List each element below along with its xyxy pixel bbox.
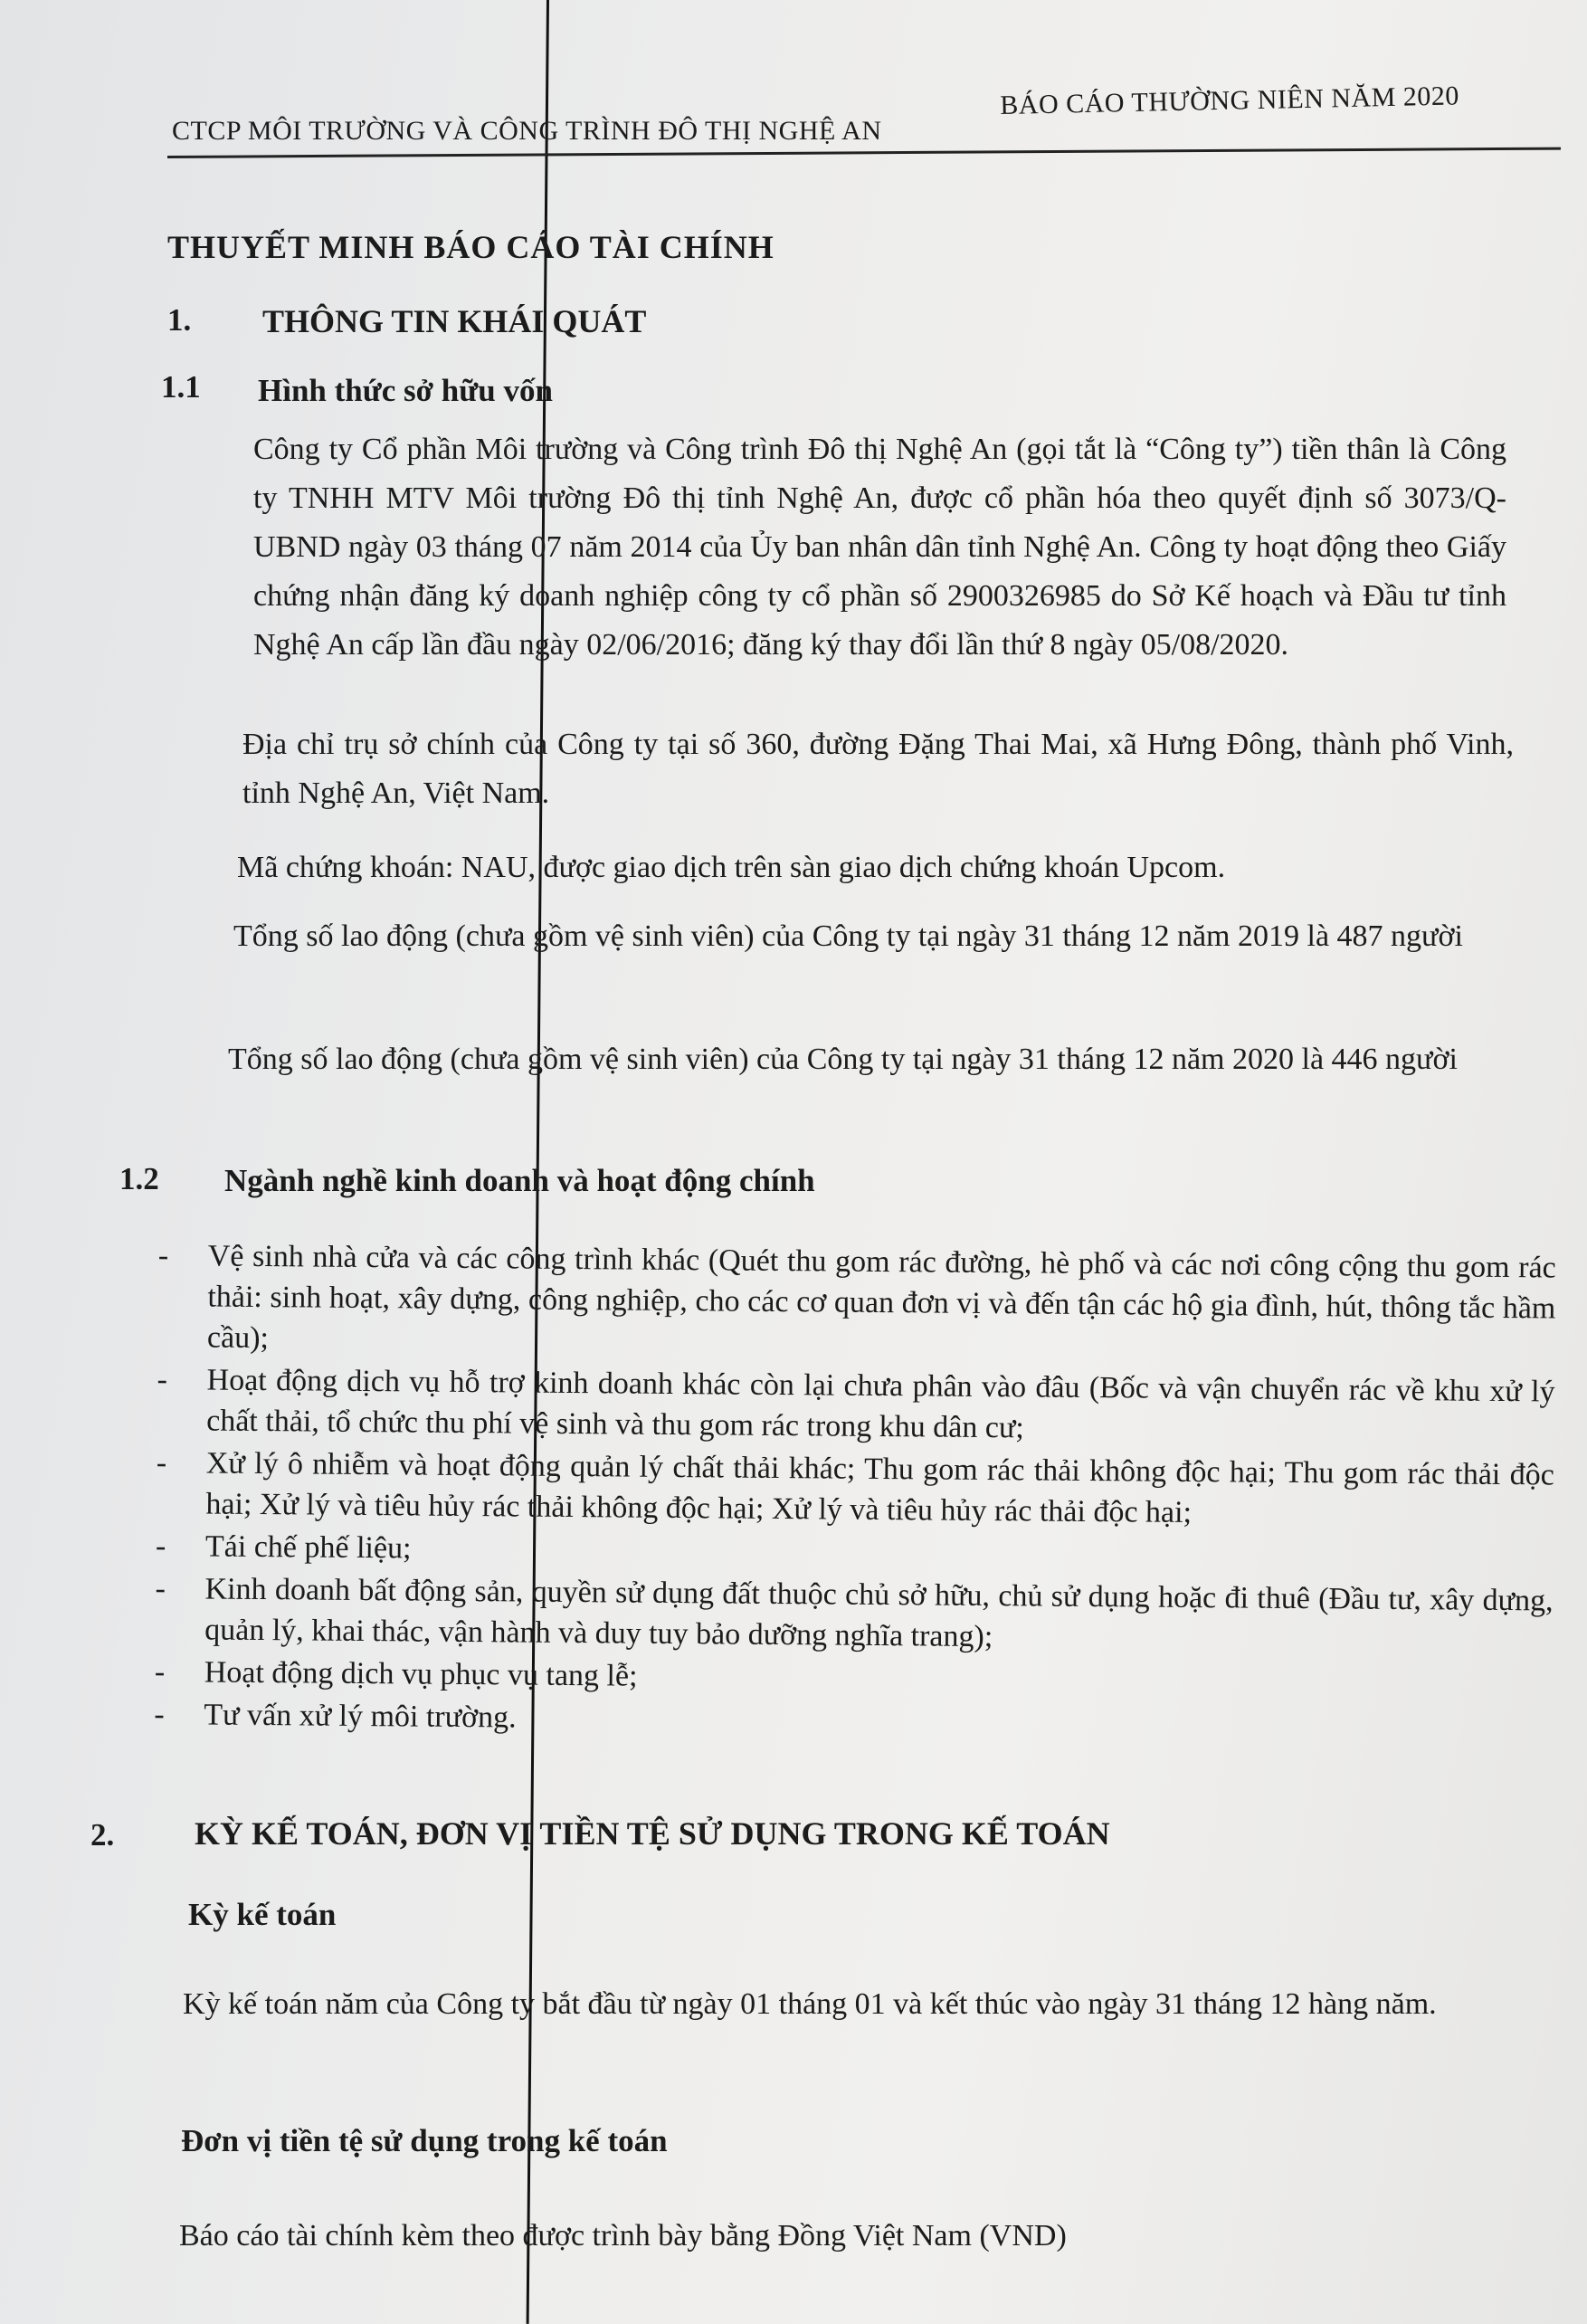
header-company: CTCP MÔI TRƯỜNG VÀ CÔNG TRÌNH ĐÔ THỊ NGHỆ AN <box>172 116 882 146</box>
list-item-text: Tư vấn xử lý môi trường. <box>204 1698 517 1735</box>
section11-number: 1.1 <box>161 369 201 405</box>
list-dash: - <box>155 1571 166 1606</box>
section11-paragraph-labor-2019: Tổng số lao động (chưa gồm vệ sinh viên) của Công ty tại ngày 31 tháng 12 năm 2019 là 487 người <box>233 919 1463 953</box>
header-report-title: BÁO CÁO THƯỜNG NIÊN NĂM 2020 <box>1000 81 1460 120</box>
currency-text: Báo cáo tài chính kèm theo được trình bày bằng Đồng Việt Nam (VND) <box>179 2219 1067 2253</box>
section11-paragraph-address: Địa chỉ trụ sở chính của Công ty tại số 360, đường Đặng Thai Mai, xã Hưng Đông, thành phố Vinh, tỉnh Nghệ An, Việt Nam. <box>242 728 1514 810</box>
list-item <box>155 1568 1554 1662</box>
section11-paragraph-labor-2020: Tổng số lao động (chưa gồm vệ sinh viên) của Công ty tại ngày 31 tháng 12 năm 2020 là 446 người <box>228 1043 1458 1076</box>
header-rule <box>167 148 1561 158</box>
section11-heading: Hình thức sở hữu vốn <box>258 373 553 408</box>
list-item <box>157 1235 1556 1369</box>
section2-heading: KỲ KẾ TOÁN, ĐƠN VỊ TIỀN TỆ SỬ DỤNG TRONG KẾ TOÁN <box>195 1815 1110 1852</box>
section1-heading: THÔNG TIN KHÁI QUÁT <box>262 303 647 339</box>
list-dash: - <box>154 1697 165 1732</box>
list-dash: - <box>154 1654 166 1690</box>
list-item-text: Hoạt động dịch vụ phục vụ tang lễ; <box>204 1655 638 1693</box>
list-item-text: Kinh doanh bất động sản, quyền sử dụng đất thuộc chủ sở hữu, chủ sử dụng hoặc đi thuê (Đầu tư, xây dựng, quản lý, khai thác, vận hành và duy tuy bảo dưỡng nghĩa trang); <box>204 1572 1554 1654</box>
list-item-text: Xử lý ô nhiễm và hoạt động quản lý chất thải khác; Thu gom rác thải không độc hại; Thu gom rác thải độc hại; Xử lý và tiêu hủy rác thải không độc hại; Xử lý và tiêu hủy rác thải độc hại; <box>205 1446 1554 1529</box>
list-item-text: Vệ sinh nhà cửa và các công trình khác (Quét thu gom rác đường, hè phố và các nơi công cộng thu gom rác thải: sinh hoạt, xây dựng, công nghiệp, cho các cơ quan đơn vị và đến tận các hộ gia đình, hút, thông tắc hầm cầu); <box>206 1239 1556 1356</box>
list-item <box>157 1359 1555 1452</box>
accounting-period-text: Kỳ kế toán năm của Công ty bắt đầu từ ngày 01 tháng 01 và kết thúc vào ngày 31 tháng 12 hàng năm. <box>183 1987 1437 2021</box>
section12-number: 1.2 <box>119 1161 159 1196</box>
list-item <box>156 1443 1554 1536</box>
section2-number: 2. <box>90 1817 115 1853</box>
accounting-period-heading: Kỳ kế toán <box>188 1897 337 1932</box>
section11-paragraph-stock: Mã chứng khoán: NAU, được giao dịch trên sàn giao dịch chứng khoán Upcom. <box>237 851 1226 884</box>
list-item-text: Tái chế phế liệu; <box>204 1529 412 1566</box>
list-dash: - <box>155 1529 166 1564</box>
document-title: THUYẾT MINH BÁO CÁO TÀI CHÍNH <box>167 229 774 265</box>
section12-heading: Ngành nghề kinh doanh và hoạt động chính <box>224 1163 815 1198</box>
business-activities-list <box>154 1235 1556 1748</box>
section11-paragraph-1: Công ty Cổ phần Môi trường và Công trình Đô thị Nghệ An (gọi tắt là “Công ty”) tiền thân là Công ty TNHH MTV Môi trường Đô thị tỉnh Nghệ An, được cổ phần hóa theo quyết định số 3073/Q-UBND ngày 03 tháng 07 năm 2014 của Ủy ban nhân dân tỉnh Nghệ An. Công ty hoạt động theo Giấy chứng nhận đăng ký doanh nghiệp công ty cổ phần số 2900326985 do Sở Kế hoạch và Đầu tư tỉnh Nghệ An cấp lần đầu ngày 02/06/2016; đăng ký thay đổi lần thứ 8 ngày 05/08/2020. <box>253 433 1506 662</box>
section1-number: 1. <box>167 302 192 338</box>
currency-heading: Đơn vị tiền tệ sử dụng trong kế toán <box>181 2123 668 2158</box>
list-item-text: Hoạt động dịch vụ hỗ trợ kinh doanh khác còn lại chưa phân vào đâu (Bốc và vận chuyển rác về khu xử lý chất thải, tổ chức thu phí vệ sinh và thu gom rác trong khu dân cư; <box>206 1363 1555 1445</box>
list-dash: - <box>156 1445 167 1481</box>
list-dash: - <box>157 1238 169 1273</box>
list-dash: - <box>157 1362 168 1397</box>
page-fold-line <box>527 0 549 2324</box>
